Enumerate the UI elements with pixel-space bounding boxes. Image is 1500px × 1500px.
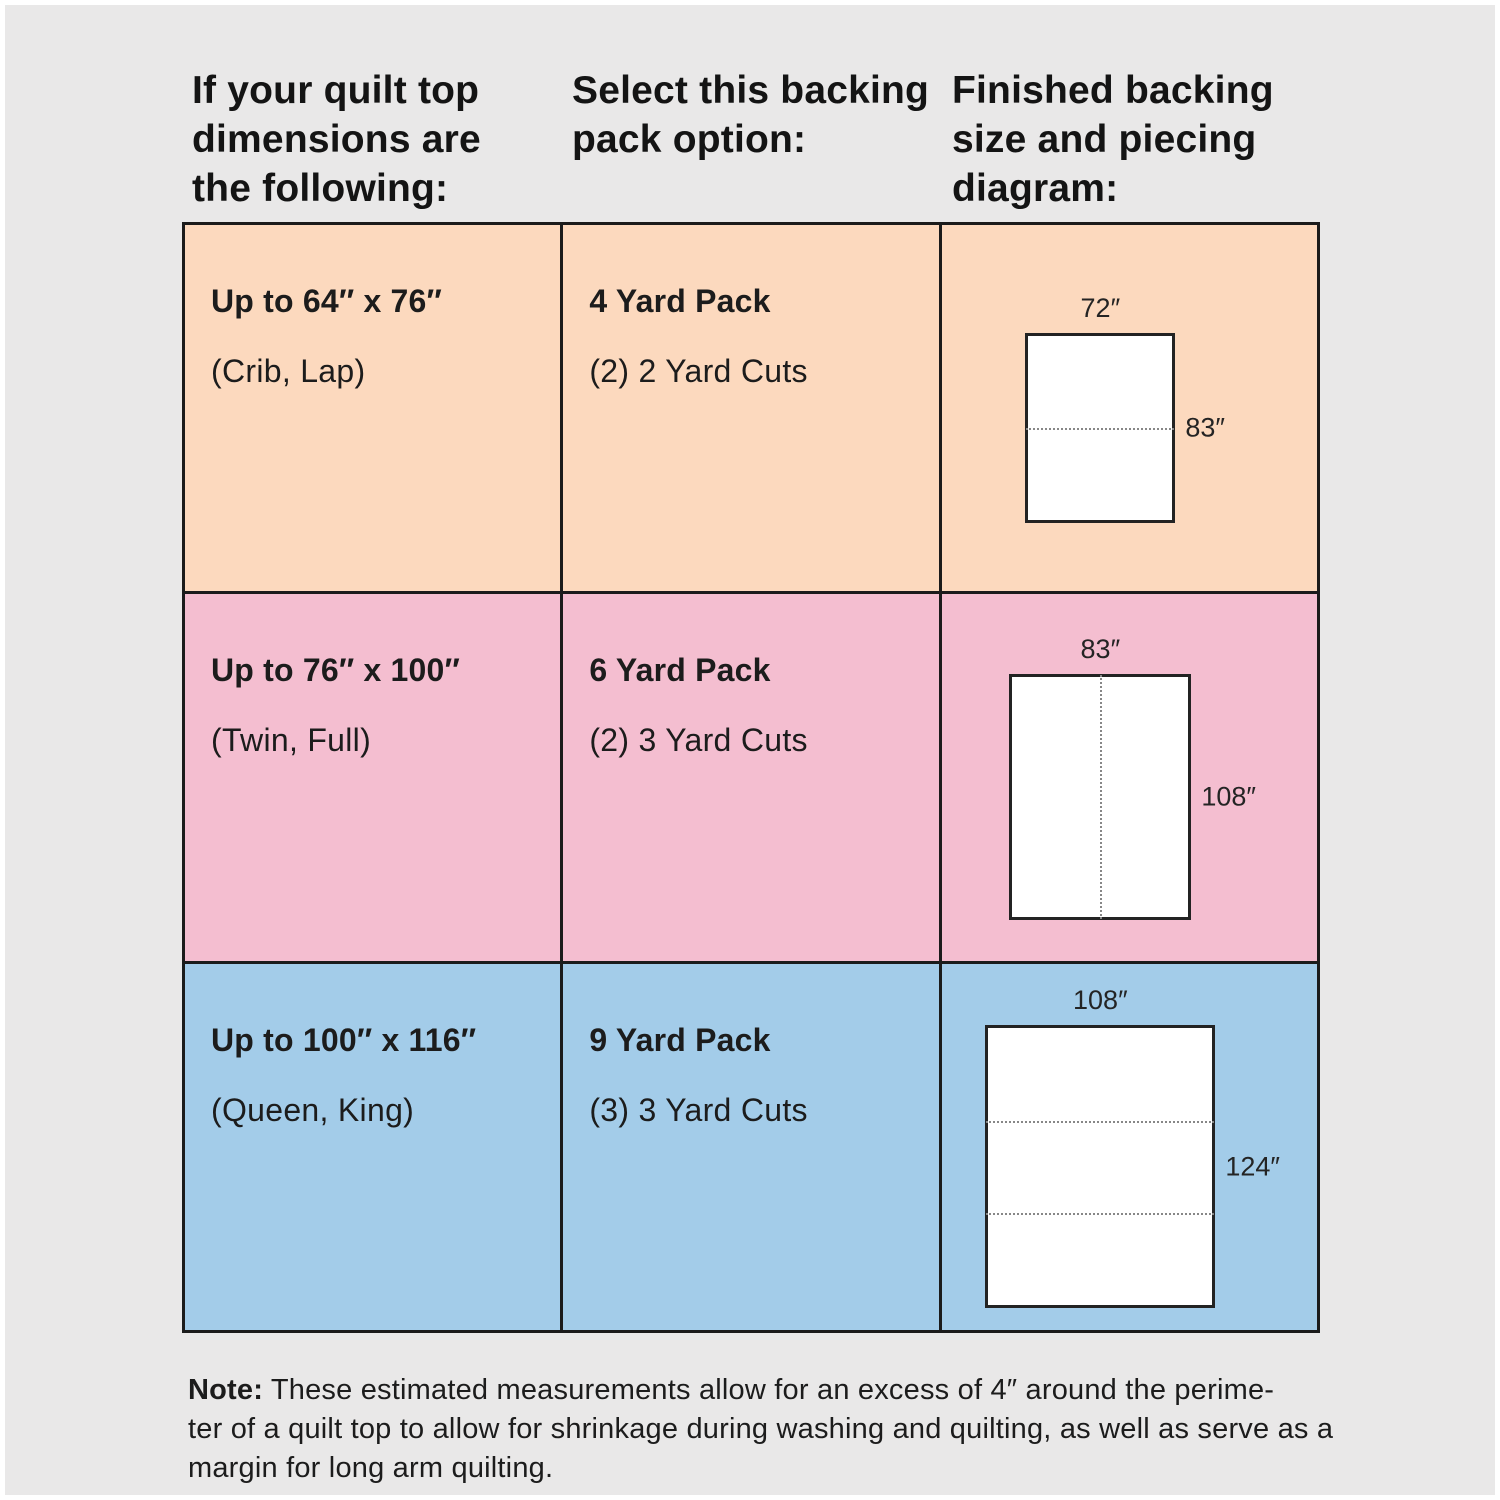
diagram-height-label: 108″ — [1201, 781, 1256, 812]
diagram-box — [1025, 333, 1175, 523]
cell-piecing-diagram — [942, 225, 1317, 591]
pack-cuts: (3) 3 Yard Cuts — [589, 1091, 808, 1128]
header-line: If your quilt top — [192, 69, 480, 112]
cell-quilt-dimensions — [185, 225, 560, 591]
diagram-width-label: 72″ — [1080, 293, 1121, 324]
cell-piecing-diagram — [942, 964, 1317, 1330]
cell-pack-option — [563, 594, 938, 960]
seam-line — [986, 1213, 1214, 1215]
pack-cuts: (2) 2 Yard Cuts — [589, 353, 808, 389]
quilt-size-title: Up to 64″ x 76″ — [211, 283, 443, 319]
piecing-diagram — [1025, 293, 1233, 523]
pack-title: 6 Yard Pack — [589, 652, 771, 689]
header-line: size and piecing — [952, 118, 1257, 161]
diagram-height-label: 83″ — [1185, 412, 1225, 443]
header-line: Select this backing — [572, 69, 930, 112]
column-header-finished-size — [952, 66, 1332, 213]
page-background — [5, 5, 1495, 1495]
pack-title: 9 Yard Pack — [589, 1021, 771, 1058]
quilt-size-types: (Twin, Full) — [211, 722, 372, 759]
diagram-height-label: 124″ — [1225, 1151, 1280, 1182]
seam-line — [1026, 428, 1174, 430]
header-line: the following: — [192, 167, 449, 210]
backing-size-table — [182, 222, 1320, 1333]
pack-title: 4 Yard Pack — [589, 283, 771, 319]
cell-quilt-dimensions — [185, 964, 560, 1330]
quilt-size-types: (Crib, Lap) — [211, 353, 366, 389]
seam-line — [1100, 675, 1102, 919]
diagram-box — [985, 1025, 1215, 1308]
diagram-box — [1009, 674, 1191, 920]
quilt-size-title: Up to 76″ x 100″ — [211, 652, 461, 689]
header-line: Finished backing — [952, 69, 1274, 112]
cell-pack-option — [563, 225, 938, 591]
note-text: These estimated measurements allow for an excess of 4″ around the perime- — [270, 1374, 1275, 1406]
header-line: dimensions are — [192, 118, 481, 161]
note-text: ter of a quilt top to allow for shrinkage during washing and quilting, as well as serve as a — [188, 1413, 1334, 1445]
diagram-width-label: 108″ — [1073, 985, 1128, 1016]
diagram-width-label: 83″ — [1080, 634, 1121, 665]
quilt-size-types: (Queen, King) — [211, 1091, 415, 1128]
note — [188, 1371, 1408, 1488]
piecing-diagram — [1009, 634, 1256, 920]
header-line: pack option: — [572, 118, 807, 161]
note-label: Note: — [188, 1374, 264, 1406]
column-header-quilt-dimensions — [192, 66, 572, 213]
seam-line — [986, 1121, 1214, 1123]
cell-pack-option — [563, 964, 938, 1330]
note-text: margin for long arm quilting. — [188, 1452, 554, 1484]
cell-quilt-dimensions — [185, 594, 560, 960]
piecing-diagram — [985, 985, 1280, 1308]
header-line: diagram: — [952, 167, 1119, 210]
pack-cuts: (2) 3 Yard Cuts — [589, 722, 808, 759]
column-header-backing-pack — [572, 66, 952, 164]
quilt-size-title: Up to 100″ x 116″ — [211, 1021, 477, 1058]
cell-piecing-diagram — [942, 594, 1317, 960]
